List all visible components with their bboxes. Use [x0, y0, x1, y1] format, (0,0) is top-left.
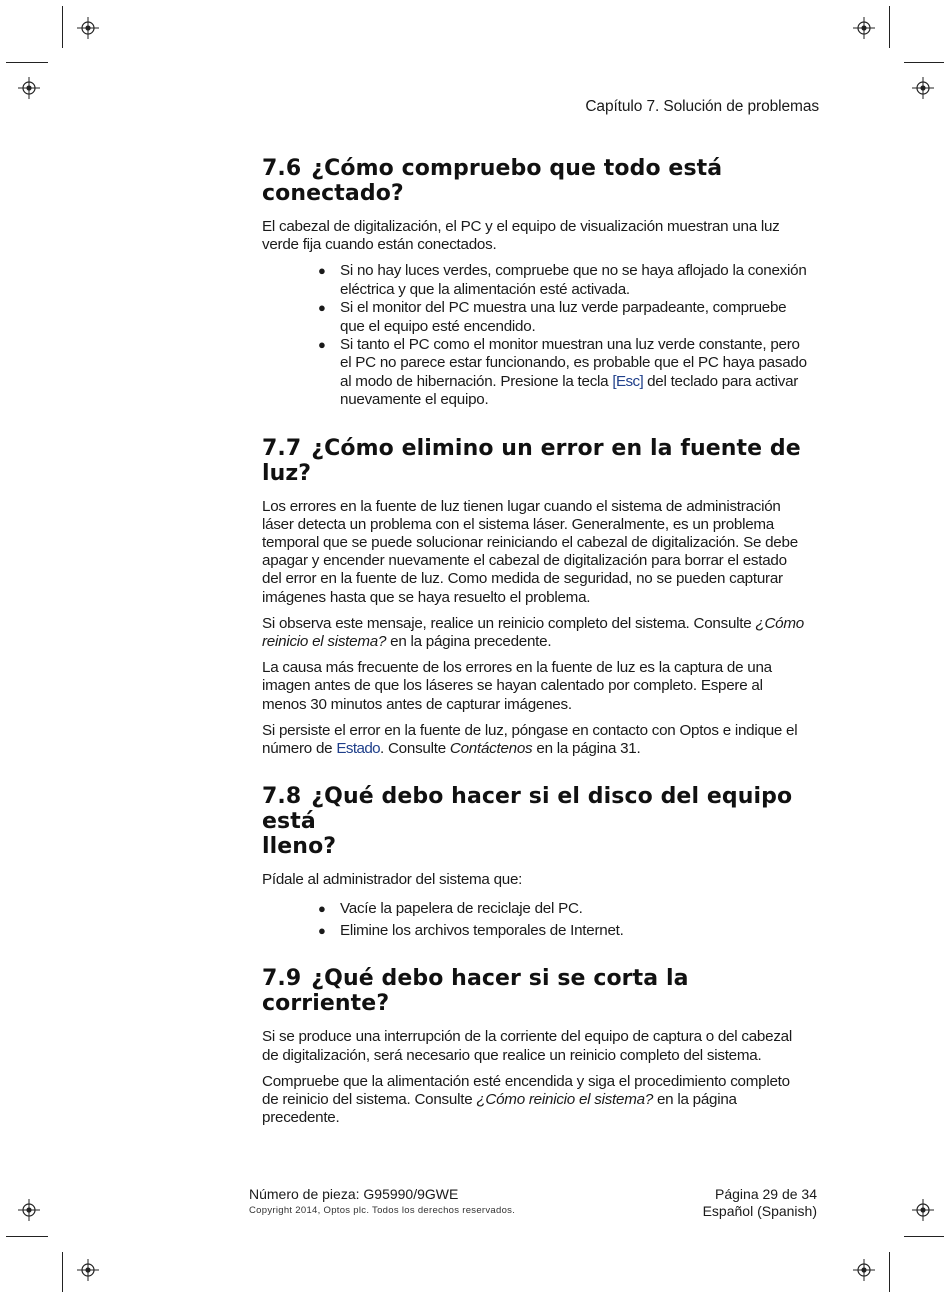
paragraph-text: . Consulte	[380, 740, 450, 758]
section-title-cont: conectado?	[262, 181, 404, 206]
bullet-icon: ●	[318, 300, 326, 316]
paragraph-text: Si persiste el error en la fuente de luz, póngase en contacto con Optos e indique el número de	[262, 721, 798, 758]
cross-reference-link[interactable]: ¿Cómo reinicio el sistema?	[262, 614, 804, 651]
paragraph: Si se produce una interrupción de la corriente del equipo de captura o del cabezal de digitalización, será necesario que realice un reinicio completo del sistema.	[262, 1028, 792, 1064]
crop-line	[6, 1236, 48, 1237]
paragraph: El cabezal de digitalización, el PC y el equipo de visualización muestran una luz verde fija cuando están conectados.	[262, 218, 780, 254]
section-title-cont: luz?	[262, 460, 312, 486]
paragraph-text: Compruebe que la alimentación esté encendida y siga el procedimiento completo de reinicio del sistema. Consulte	[262, 1072, 790, 1108]
registration-mark-icon	[18, 1199, 40, 1221]
section-heading	[262, 966, 807, 1016]
page-number: Página 29 de 34	[715, 1186, 817, 1202]
section-7-9	[262, 966, 807, 1127]
list-item	[318, 921, 807, 940]
section-number: 7.9	[262, 966, 302, 992]
section-title: ¿Qué debo hacer si se corta la corriente?	[262, 966, 689, 1017]
crop-line	[6, 62, 48, 63]
section-title-cont: lleno?	[262, 834, 337, 860]
list-item-text: Vacíe la papelera de reciclaje del PC.	[340, 899, 583, 917]
section-7-7	[262, 436, 807, 759]
bullet-icon: ●	[318, 922, 326, 938]
running-head: Capítulo 7. Solución de problemas	[585, 98, 819, 115]
language-label: Español (Spanish)	[702, 1203, 817, 1219]
part-number: Número de pieza: G95990/9GWE	[249, 1186, 459, 1202]
paragraph	[262, 615, 807, 651]
section-heading	[262, 436, 807, 486]
paragraph: Pídale al administrador del sistema que:	[262, 871, 523, 889]
section-number: 7.8	[262, 784, 302, 810]
bullet-list	[262, 262, 807, 409]
registration-mark-icon	[77, 1259, 99, 1281]
ui-key-label: [Esc]	[612, 372, 644, 390]
paragraph-text: en la página 31.	[532, 740, 641, 758]
registration-mark-icon	[18, 77, 40, 99]
crop-line	[62, 6, 63, 48]
section-7-8	[262, 784, 807, 940]
paragraph	[262, 1073, 807, 1128]
list-item	[318, 899, 807, 918]
crop-line	[889, 1252, 890, 1292]
registration-mark-icon	[77, 17, 99, 39]
section-title: ¿Qué debo hacer si el disco del equipo está	[262, 784, 793, 835]
bullet-icon: ●	[318, 900, 326, 916]
section-number: 7.6	[262, 156, 302, 181]
bullet-icon: ●	[318, 337, 326, 353]
section-7-6	[262, 156, 807, 410]
page-content	[262, 156, 807, 1153]
paragraph-text: en la página precedente.	[262, 1090, 737, 1127]
footer-left	[249, 1186, 515, 1218]
list-item-text: del teclado para activar nuevamente el equipo.	[340, 372, 799, 409]
list-item-text: Si el monitor del PC muestra una luz verde parpadeante, compruebe que el equipo esté encendido.	[340, 299, 787, 335]
paragraph	[262, 722, 807, 758]
paragraph: Los errores en la fuente de luz tienen lugar cuando el sistema de administración láser detecta un problema con el sistema láser. Generalmente, es un problema temporal que se puede solucionar reiniciando el cabezal de digitalización. Se debe apagar y encender nuevamente el cabezal de digitalización para borrar el estado del error en la fuente de luz. Como medida de seguridad, no se pueden capturar imágenes hasta que se haya resuelto el problema.	[262, 497, 798, 606]
section-title: ¿Cómo elimino un error en la fuente de	[311, 435, 801, 461]
crop-line	[904, 1236, 944, 1237]
crop-line	[62, 1252, 63, 1292]
list-item	[318, 262, 807, 299]
paragraph: La causa más frecuente de los errores en la fuente de luz es la captura de una imagen antes de que los láseres se hayan calentado por completo. Espere al menos 30 minutos antes de capturar imágenes.	[262, 659, 772, 713]
copyright-notice: Copyright 2014, Optos plc. Todos los derechos reservados.	[249, 1205, 516, 1216]
bullet-icon: ●	[318, 263, 326, 279]
cross-reference-link[interactable]: ¿Cómo reinicio el sistema?	[476, 1090, 654, 1108]
section-heading	[262, 156, 807, 206]
paragraph-text: en la página precedente.	[386, 633, 552, 651]
registration-mark-icon	[853, 1259, 875, 1281]
crop-line	[889, 6, 890, 48]
list-item-text: Si no hay luces verdes, compruebe que no se haya aflojado la conexión eléctrica y que la alimentación esté activada.	[340, 262, 807, 298]
list-item	[318, 299, 807, 336]
ui-label-estado: Estado	[336, 740, 381, 758]
registration-mark-icon	[912, 1199, 934, 1221]
paragraph-text: Si observa este mensaje, realice un reinicio completo del sistema. Consulte	[262, 614, 756, 632]
cross-reference-link[interactable]: Contáctenos	[449, 740, 533, 758]
registration-mark-icon	[853, 17, 875, 39]
section-title: ¿Cómo compruebo que todo está	[311, 156, 723, 181]
section-number: 7.7	[262, 435, 302, 461]
crop-line	[904, 62, 944, 63]
list-item	[318, 336, 807, 410]
footer-right	[703, 1186, 817, 1220]
section-heading	[262, 784, 807, 859]
list-item-text: Elimine los archivos temporales de Internet.	[340, 921, 624, 939]
list-item-text: Si tanto el PC como el monitor muestran una luz verde constante, pero el PC no parece estar funcionando, es probable que el PC haya pasado al modo de hibernación. Presione la tecla	[340, 336, 807, 390]
registration-mark-icon	[912, 77, 934, 99]
bullet-list	[262, 900, 807, 941]
